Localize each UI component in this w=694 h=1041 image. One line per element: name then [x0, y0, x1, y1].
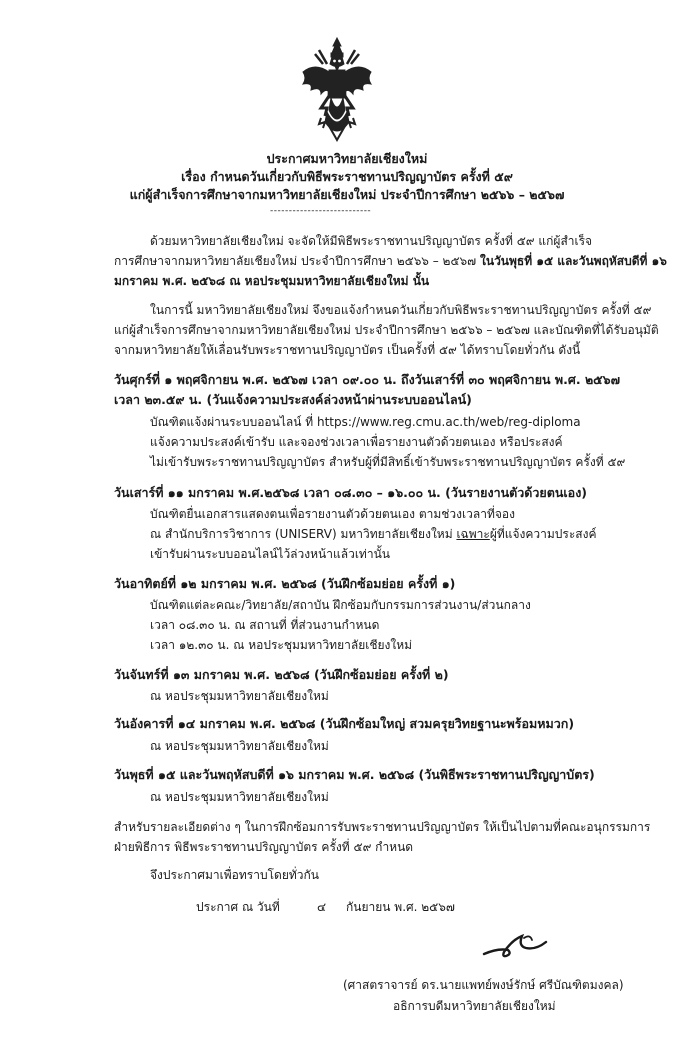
schedule-2-detail-2-underlined: เฉพาะ [456, 527, 490, 541]
schedule-4-date: วันจันทร์ที่ ๑๓ มกราคม พ.ศ. ๒๕๖๘ (วันฝึกซ้อมย่อย ครั้งที่ ๒) [114, 667, 449, 682]
signatory-name: (ศาสตราจารย์ ดร.นายแพทย์พงษ์รักษ์ ศรีบัณฑิตมงคล) [343, 978, 624, 992]
schedule-1-date: วันศุกร์ที่ ๑ พฤศจิกายน พ.ศ. ๒๕๖๗ เวลา ๐๙.๐๐ น. ถึงวันเสาร์ที่ ๓๐ พฤศจิกายน พ.ศ. ๒๕๖๗ [114, 372, 620, 387]
intro-p1-line2 [114, 253, 667, 270]
schedule-2-detail-1: บัณฑิตยื่นเอกสารแสดงตนเพื่อรายงานตัวด้วยตนเอง ตามช่วงเวลาที่จอง [150, 507, 515, 521]
schedule-5-date: วันอังคารที่ ๑๔ มกราคม พ.ศ. ๒๕๖๘ (วันฝึกซ้อมใหญ่ สวมครุยวิทยฐานะพร้อมหมวก) [114, 716, 575, 731]
subject-line: เรื่อง กำหนดวันเกี่ยวกับพิธีพระราชทานปริญญาบัตร ครั้งที่ ๕๙ [181, 169, 513, 184]
date-day: ๔ [317, 900, 327, 914]
schedule-3-detail-2: เวลา ๐๘.๓๐ น. ณ สถานที่ ที่ส่วนงานกำหนด [150, 618, 380, 632]
schedule-3-detail-1: บัณฑิตแต่ละคณะ/วิทยาลัย/สถาบัน ฝึกซ้อมกับกรรมการส่วนงาน/ส่วนกลาง [150, 598, 531, 612]
schedule-1-detail-2: แจ้งความประสงค์เข้ารับ และจองช่วงเวลาเพื่อรายงานตัวด้วยตนเอง หรือประสงค์ [150, 435, 563, 449]
intro-p2-line2: แก่ผู้สำเร็จการศึกษาจากมหาวิทยาลัยเชียงใหม่ ประจำปีการศึกษา ๒๕๖๖ – ๒๕๖๗ และบัณฑิตที่ได้รับอนุมัติ [114, 323, 659, 337]
announce-line: จึงประกาศมาเพื่อทราบโดยทั่วกัน [150, 868, 319, 882]
schedule-2-date: วันเสาร์ที่ ๑๑ มกราคม พ.ศ.๒๕๖๘ เวลา ๐๘.๓๐ – ๑๖.๐๐ น. (วันรายงานตัวด้วยตนเอง) [114, 485, 588, 500]
intro-p1-line3: มกราคม พ.ศ. ๒๕๖๘ ณ หอประชุมมหาวิทยาลัยเชียงใหม่ นั้น [114, 274, 430, 288]
intro-p1-line1: ด้วยมหาวิทยาลัยเชียงใหม่ จะจัดให้มีพิธีพระราชทานปริญญาบัตร ครั้งที่ ๕๙ แก่ผู้สำเร็จ [150, 234, 593, 248]
schedule-4-detail-1: ณ หอประชุมมหาวิทยาลัยเชียงใหม่ [150, 689, 329, 703]
garuda-emblem-icon [299, 36, 375, 142]
schedule-2-detail-3: เข้ารับผ่านระบบออนไลน์ไว้ล่วงหน้าแล้วเท่านั้น [150, 547, 390, 561]
intro-p2-line3: จากมหาวิทยาลัยให้เลื่อนรับพระราชทานปริญญาบัตร เป็นครั้งที่ ๕๙ ได้ทราบโดยทั่วกัน ดังนี้ [114, 343, 581, 357]
closing-line-1: สำหรับรายละเอียดต่าง ๆ ในการฝึกซ้อมการรับพระราชทานปริญญาบัตร ให้เป็นไปตามที่คณะอนุกรรมการ [114, 820, 651, 834]
schedule-5-detail-1: ณ หอประชุมมหาวิทยาลัยเชียงใหม่ [150, 739, 329, 753]
date-month-year: กันยายน พ.ศ. ๒๕๖๗ [346, 900, 455, 914]
schedule-2-detail-2-a: ณ สำนักบริการวิชาการ (UNISERV) มหาวิทยาลัยเชียงใหม่ [150, 527, 457, 541]
subject-line-2: แก่ผู้สำเร็จการศึกษาจากมหาวิทยาลัยเชียงใหม่ ประจำปีการศึกษา ๒๕๖๖ – ๒๕๖๗ [129, 187, 565, 202]
closing-line-2: ฝ่ายพิธีการ พิธีพระราชทานปริญญาบัตร ครั้งที่ ๕๙ กำหนด [114, 840, 414, 854]
schedule-6-date: วันพุธที่ ๑๕ และวันพฤหัสบดีที่ ๑๖ มกราคม พ.ศ. ๒๕๖๘ (วันพิธีพระราชทานปริญญาบัตร) [114, 767, 595, 782]
schedule-3-detail-3: เวลา ๑๒.๓๐ น. ณ หอประชุมมหาวิทยาลัยเชียงใหม่ [150, 638, 413, 652]
schedule-3-date: วันอาทิตย์ที่ ๑๒ มกราคม พ.ศ. ๒๕๖๘ (วันฝึกซ้อมย่อย ครั้งที่ ๑) [114, 576, 456, 591]
date-label: ประกาศ ณ วันที่ [196, 900, 280, 914]
schedule-1-date-cont: เวลา ๒๓.๕๙ น. (วันแจ้งความประสงค์ล่วงหน้าผ่านระบบออนไลน์) [114, 392, 472, 407]
signatory-position: อธิการบดีมหาวิทยาลัยเชียงใหม่ [393, 999, 556, 1013]
schedule-6-detail-1: ณ หอประชุมมหาวิทยาลัยเชียงใหม่ [150, 790, 329, 804]
schedule-1-detail-1: บัณฑิตแจ้งผ่านระบบออนไลน์ ที่ https://www.reg.cmu.ac.th/web/reg-diploma [150, 415, 581, 429]
signature-icon [478, 928, 550, 962]
header-divider: --------------------------- [270, 206, 372, 216]
schedule-2-detail-2 [150, 526, 597, 543]
intro-p1-line2-normal: การศึกษาจากมหาวิทยาลัยเชียงใหม่ ประจำปีการศึกษา ๒๕๖๖ – ๒๕๖๗ [114, 254, 480, 268]
schedule-2-detail-2-c: ผู้ที่แจ้งความประสงค์ [489, 527, 597, 541]
intro-p2-line1: ในการนี้ มหาวิทยาลัยเชียงใหม่ จึงขอแจ้งกำหนดวันเกี่ยวกับพิธีพระราชทานปริญญาบัตร ครั้งที่ ๕๙ [150, 303, 652, 317]
schedule-1-detail-3: ไม่เข้ารับพระราชทานปริญญาบัตร สำหรับผู้ที่มีสิทธิ์เข้ารับพระราชทานปริญญาบัตร ครั้งที่ ๕๙ [150, 455, 626, 469]
intro-p1-line2-bold: ในวันพุธที่ ๑๕ และวันพฤหัสบดีที่ ๑๖ [480, 254, 667, 268]
announcement-title: ประกาศมหาวิทยาลัยเชียงใหม่ [266, 151, 428, 166]
